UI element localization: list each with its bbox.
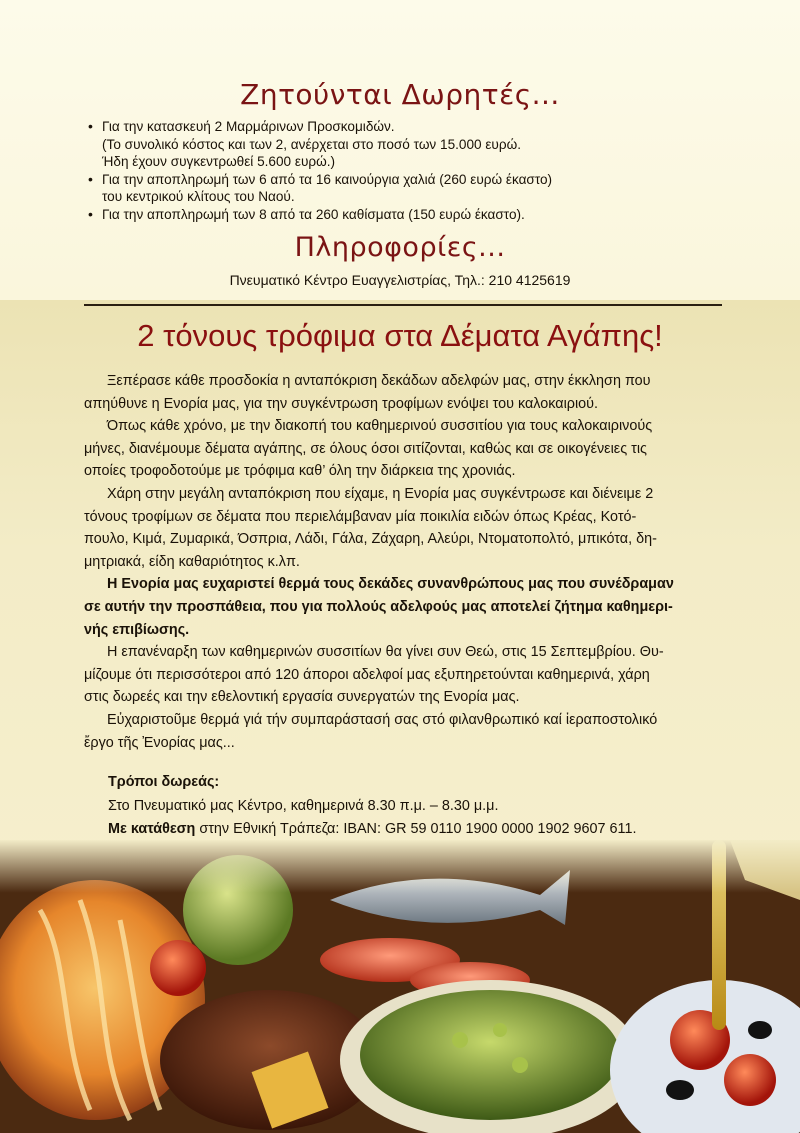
- article-body: [84, 370, 724, 754]
- donors-list: [88, 118, 728, 224]
- list-item-line: • Για την αποπληρωμή των 6 από τα 16 καινούργια χαλιά (260 ευρώ έκαστο): [102, 171, 553, 187]
- article-line: στις δωρεές και την εθελοντική εργασία συνεργατών της Ενορία μας.: [84, 689, 520, 706]
- info-contact: Πνευματικό Κέντρο Ευαγγελιστρίας, Τηλ.: 210 4125619: [229, 272, 571, 288]
- article-line-bold: σε αυτήν την προσπάθεια, που για πολλούς αδελφούς μας αποτελεί ζήτημα καθημερι-: [84, 598, 673, 615]
- article-line: μίζουμε ότι περισσότεροι από 120 άποροι αδελφοί μας εξυπηρετούνται καθημερινά, χάρη: [84, 666, 650, 683]
- donation-heading: Τρόποι δωρεάς:: [108, 774, 220, 790]
- donation-bank-details: στην Εθνική Τράπεζα: IBAN: GR 59 0110 1900 0000 1902 9607 611.: [195, 821, 637, 838]
- article-line: μήνες, διανέμουμε δέματα αγάπης, σε όλους όσοι σιτίζονται, καθώς και σε οικογένειες τις: [84, 440, 647, 457]
- list-item: [88, 206, 728, 224]
- article-line: Όπως κάθε χρόνο, με την διακοπή του καθημερινού συσσιτίου για τους καλοκαιρινούς: [107, 418, 653, 435]
- article-line: απηύθυνε η Ενορία μας, για την συγκέντρωση τροφίμων ενόψει του καλοκαιριού.: [84, 395, 599, 412]
- article-line: οποίες τροφοδοτούμε με τρόφιμα καθ’ όλη την διάρκεια της χρονιάς.: [84, 463, 516, 480]
- article-line: Ξεπέρασε κάθε προσδοκία η ανταπόκριση δεκάδων αδελφών μας, στην έκκληση που: [107, 373, 651, 389]
- donation-bank: [108, 818, 748, 842]
- list-item-line: • Για την κατασκευή 2 Μαρμάρινων Προσκομιδών.: [102, 119, 395, 134]
- donation-bank-label: Με κατάθεση: [108, 821, 196, 838]
- food-illustration: [0, 840, 800, 1133]
- list-item-line: (Το συνολικό κόστος και των 2, ανέρχεται στο ποσό των 15.000 ευρώ.: [102, 136, 521, 152]
- article-line: Η επανέναρξη των καθημερινών συσσιτίων θα γίνει συν Θεώ, στις 15 Σεπτεμβρίου. Θυ-: [107, 644, 664, 661]
- article-line-bold: νής επιβίωσης.: [84, 621, 190, 638]
- donation-center: Στο Πνευματικό μας Κέντρο, καθημερινά 8.30 π.μ. – 8.30 μ.μ.: [108, 797, 499, 814]
- article-line-bold: Η Ενορία μας ευχαριστεί θερμά τους δεκάδες συνανθρώπους μας που συνέδραμαν: [107, 576, 674, 593]
- article-title: 2 τόνους τρόφιμα στα Δέματα Αγάπης!: [137, 318, 663, 353]
- list-item: [88, 171, 728, 206]
- list-item-line: • Για την αποπληρωμή των 8 από τα 260 καθίσματα (150 ευρώ έκαστο).: [102, 206, 525, 222]
- article-line: Εὐχαριστοῦμε θερμά γιά τήν συμπαράστασή σας στό φιλανθρωπικό καί ἱεραποστολικό: [107, 711, 658, 728]
- info-title: Πληροφορίες...: [294, 232, 506, 263]
- article-line: μητριακά, είδη καθαριότητος κ.λπ.: [84, 553, 300, 570]
- article-line: Χάρη στην μεγάλη ανταπόκριση που είχαμε, η Ενορία μας συγκέντρωσε και διένειμε 2: [107, 485, 654, 502]
- article-line: ἔργο τῆς Ἐνορίας μας...: [84, 734, 235, 751]
- list-item-line: Ήδη έχουν συγκεντρωθεί 5.600 ευρώ.): [102, 154, 336, 170]
- list-item: [88, 118, 728, 171]
- divider: [84, 304, 722, 306]
- article-line: πουλο, Κιμά, Ζυμαρικά, Όσπρια, Λάδι, Γάλα, Ζάχαρη, Αλεύρι, Ντοματοπολτό, μπικότα, δη-: [84, 531, 657, 548]
- article-line: τόνους τροφίμων σε δέματα που περιελάμβαναν μία ποικιλία ειδών όπως Κρέας, Κοτό-: [84, 508, 637, 525]
- donors-title: Ζητούνται Δωρητές...: [240, 78, 560, 111]
- list-item-line: του κεντρικού κλίτους του Ναού.: [102, 189, 295, 205]
